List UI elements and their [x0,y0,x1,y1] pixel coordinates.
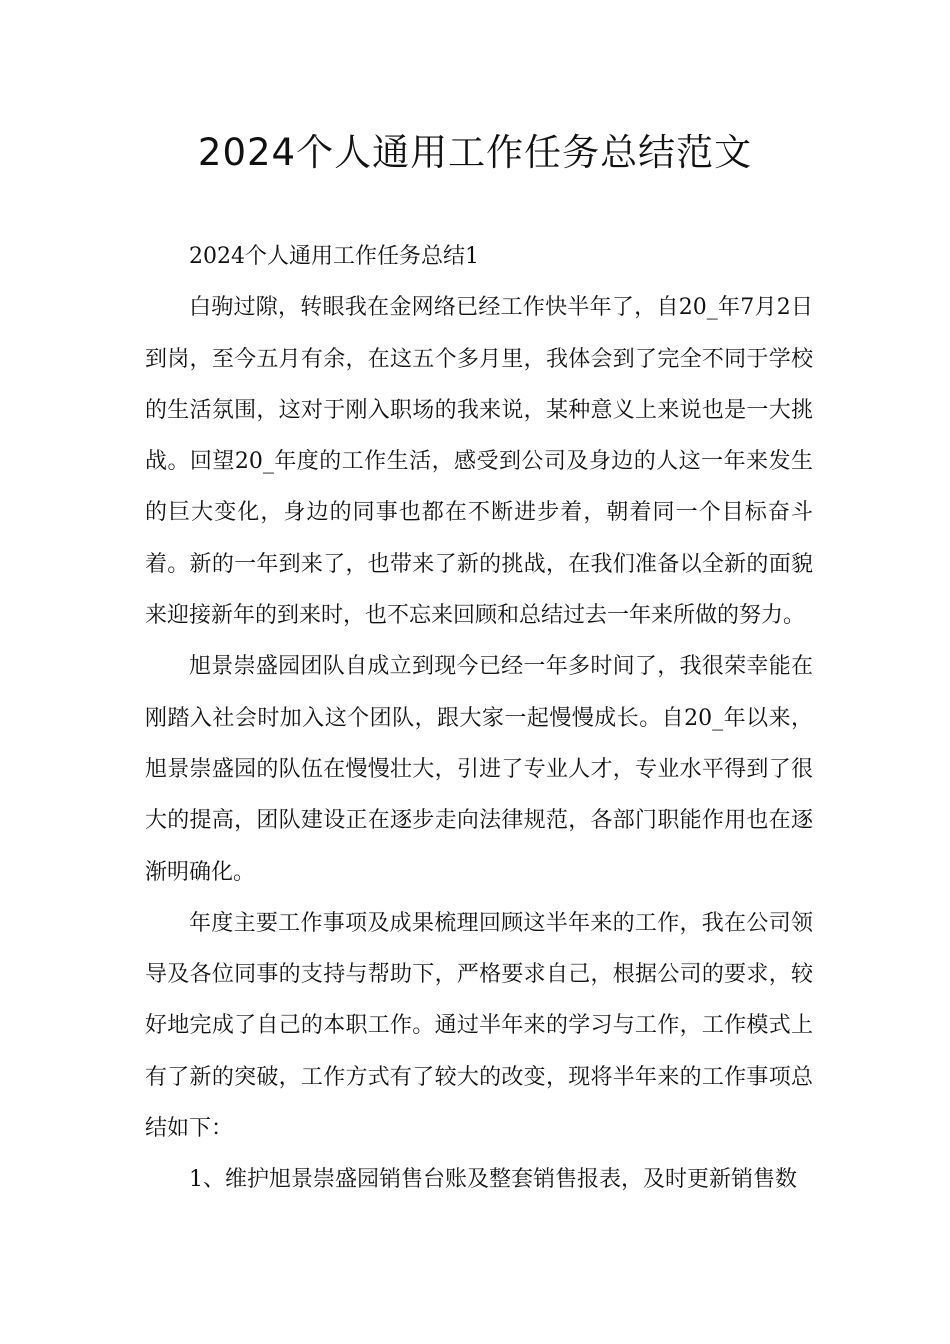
paragraph-2: 旭景崇盛园团队自成立到现今已经一年多时间了，我很荣幸能在刚踏入社会时加入这个团队，跟大家一起慢慢成长。自20_年以来，旭景崇盛园的队伍在慢慢壮大，引进了专业人才，专业水平得到了很大的提高，团队建设正在逐步走向法律规范，各部门职能作用也在逐渐明确化。 [145,654,813,885]
paragraph-1: 白驹过隙，转眼我在金网络已经工作快半年了，自20_年7月2日到岗，至今五月有余，在这五个多月里，我体会到了完全不同于学校的生活氛围，这对于刚入职场的我来说，某种意义上来说也是一大挑战。回望20_年度的工作生活，感受到公司及身边的人这一年来发生的巨大变化，身边的同事也都在不断进步着，朝着同一个目标奋斗着。新的一年到来了，也带来了新的挑战，在我们准备以全新的面貌来迎接新年的到来时，也不忘来回顾和总结过去一年来所做的努力。 [145,295,813,629]
document-title: 2024个人通用工作任务总结范文 [197,131,753,174]
paragraph-4: 1、维护旭景崇盛园销售台账及整套销售报表，及时更新销售数 [189,1167,797,1193]
document-body [145,231,813,1206]
paragraph-3: 年度主要工作事项及成果梳理回顾这半年来的工作，我在公司领导及各位同事的支持与帮助下，严格要求自己，根据公司的要求，较好地完成了自己的本职工作。通过半年来的学习与工作，工作模式上有了新的突破，工作方式有了较大的改变，现将半年来的工作事项总结如下： [145,910,813,1142]
section-heading: 2024个人通用工作任务总结1 [189,244,479,269]
